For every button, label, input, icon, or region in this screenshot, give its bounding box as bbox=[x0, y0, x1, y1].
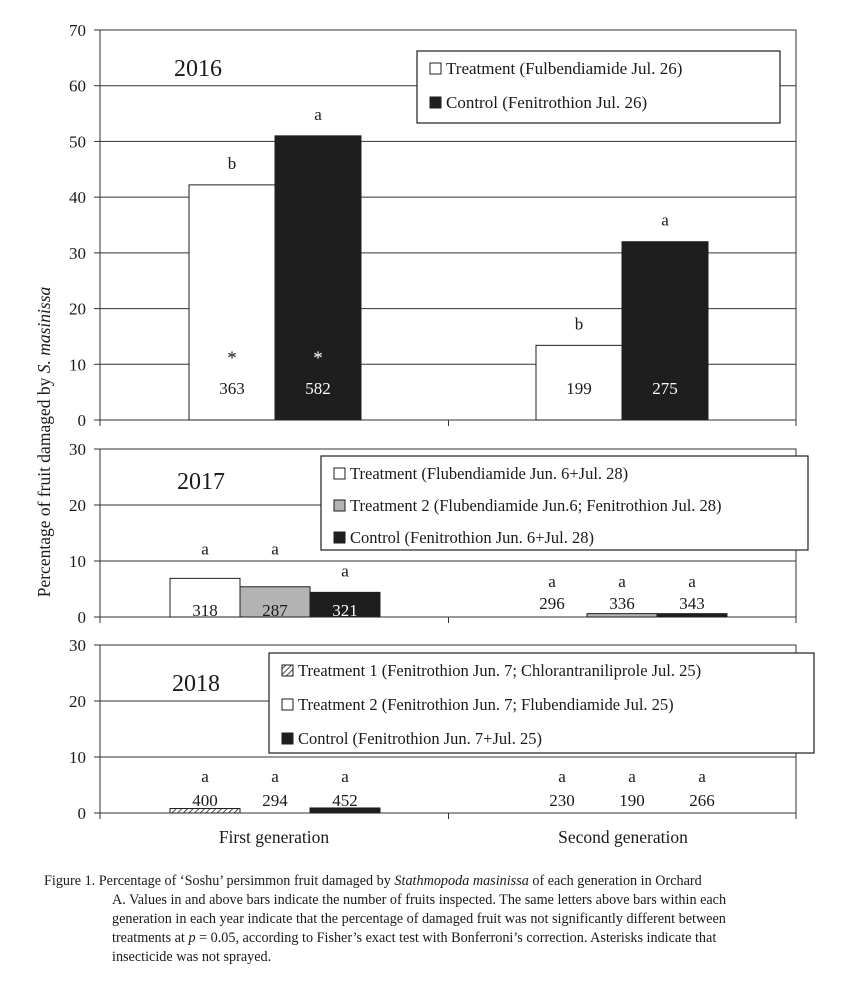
legend-label: Control (Fenitrothion Jun. 6+Jul. 28) bbox=[350, 528, 594, 547]
sample-size: 343 bbox=[679, 594, 705, 613]
y-tick-label: 0 bbox=[77, 608, 86, 627]
significance-letter: a bbox=[201, 539, 209, 559]
caption-text-4b: = 0.05, according to Fisher’s exact test with Bonferroni’s correction. Asterisks indicate that bbox=[195, 930, 717, 946]
y-tick-label: 10 bbox=[69, 748, 86, 767]
significance-letter: a bbox=[314, 104, 322, 124]
significance-letter: a bbox=[688, 572, 696, 591]
significance-letter: a bbox=[341, 767, 349, 786]
y-tick-label: 50 bbox=[69, 132, 86, 152]
y-tick-label: 60 bbox=[69, 76, 86, 96]
significance-letter: a bbox=[661, 210, 669, 230]
legend-swatch bbox=[282, 699, 293, 710]
significance-letter: a bbox=[341, 561, 349, 581]
year-label: 2016 bbox=[174, 56, 222, 82]
sample-size: 275 bbox=[652, 379, 678, 398]
legend-swatch bbox=[334, 468, 345, 479]
y-tick-label: 0 bbox=[77, 411, 86, 430]
caption-p-symbol: p bbox=[188, 930, 196, 946]
caption-lead: Figure 1. bbox=[44, 873, 96, 889]
sample-size: 296 bbox=[539, 594, 565, 613]
significance-letter: a bbox=[698, 767, 706, 786]
caption-line-1 bbox=[44, 872, 824, 891]
y-tick-label: 10 bbox=[69, 355, 86, 375]
sample-size: 336 bbox=[609, 594, 635, 613]
panel-2016 bbox=[69, 21, 796, 430]
panel-2018 bbox=[69, 636, 814, 823]
y-axis-label: Percentage of fruit damaged by S. masinissa bbox=[34, 286, 54, 598]
year-label: 2018 bbox=[172, 671, 220, 697]
caption-text-4a: treatments at bbox=[112, 930, 189, 946]
legend-label: Control (Fenitrothion Jun. 7+Jul. 25) bbox=[298, 729, 542, 748]
caption-line-4 bbox=[44, 929, 824, 948]
asterisk: * bbox=[227, 348, 237, 369]
sample-size: 363 bbox=[219, 379, 245, 398]
sample-size: 452 bbox=[332, 791, 358, 810]
caption-line-3: generation in each year indicate that the percentage of damaged fruit was not significantly different between bbox=[112, 911, 726, 927]
x-category-label: First generation bbox=[218, 827, 330, 847]
figure-caption bbox=[44, 872, 824, 967]
significance-letter: a bbox=[271, 767, 279, 786]
asterisk: * bbox=[313, 348, 323, 369]
legend-2017 bbox=[321, 456, 808, 550]
legend-swatch bbox=[334, 532, 345, 543]
y-tick-label: 70 bbox=[69, 21, 86, 40]
bar bbox=[587, 614, 657, 617]
y-tick-label: 30 bbox=[69, 636, 86, 655]
x-category-label: Second generation bbox=[558, 827, 688, 847]
y-tick-label: 30 bbox=[69, 243, 86, 263]
significance-letter: a bbox=[201, 767, 209, 786]
bar bbox=[657, 614, 727, 617]
sample-size: 400 bbox=[192, 791, 218, 810]
significance-letter: a bbox=[618, 572, 626, 591]
sample-size: 287 bbox=[262, 601, 288, 620]
legend-label: Treatment 2 (Flubendiamide Jun.6; Fenitrothion Jul. 28) bbox=[350, 496, 722, 515]
legend-label: Treatment (Flubendiamide Jun. 6+Jul. 28) bbox=[350, 464, 629, 483]
legend-label: Treatment (Fulbendiamide Jul. 26) bbox=[446, 59, 683, 78]
sample-size: 318 bbox=[192, 601, 218, 620]
sample-size: 230 bbox=[549, 791, 575, 810]
sample-size: 199 bbox=[566, 379, 592, 398]
significance-letter: a bbox=[628, 767, 636, 786]
legend-2018 bbox=[269, 653, 814, 753]
significance-letter: b bbox=[227, 153, 237, 173]
bar bbox=[275, 136, 361, 420]
sample-size: 321 bbox=[332, 601, 358, 620]
significance-letter: b bbox=[574, 314, 584, 334]
legend-swatch bbox=[282, 665, 293, 676]
sample-size: 266 bbox=[689, 791, 715, 810]
y-tick-label: 20 bbox=[69, 496, 86, 515]
significance-letter: a bbox=[548, 572, 556, 591]
legend-2016 bbox=[417, 51, 780, 123]
legend-swatch bbox=[282, 733, 293, 744]
y-tick-label: 30 bbox=[69, 440, 86, 459]
caption-line-5: insecticide was not sprayed. bbox=[112, 949, 272, 965]
legend-label: Control (Fenitrothion Jul. 26) bbox=[446, 93, 648, 112]
significance-letter: a bbox=[558, 767, 566, 786]
panel-2017 bbox=[69, 440, 808, 627]
legend-label: Treatment 2 (Fenitrothion Jun. 7; Flubendiamide Jul. 25) bbox=[298, 695, 674, 714]
caption-text-1: Percentage of ‘Soshu’ persimmon fruit damaged by bbox=[95, 873, 395, 889]
sample-size: 190 bbox=[619, 791, 645, 810]
caption-species: Stathmopoda masinissa bbox=[394, 873, 529, 889]
legend-swatch bbox=[430, 63, 441, 74]
sample-size: 582 bbox=[305, 379, 331, 398]
y-tick-label: 40 bbox=[69, 188, 86, 208]
y-tick-label: 20 bbox=[69, 299, 86, 319]
legend-swatch bbox=[334, 500, 345, 511]
caption-line-2: A. Values in and above bars indicate the number of fruits inspected. The same letters above bars within each bbox=[112, 892, 727, 908]
y-tick-label: 0 bbox=[77, 804, 86, 823]
y-tick-label: 10 bbox=[69, 552, 86, 571]
y-tick-label: 20 bbox=[69, 692, 86, 711]
caption-text-2: of each generation in Orchard bbox=[528, 873, 702, 889]
significance-letter: a bbox=[271, 539, 279, 559]
legend-label: Treatment 1 (Fenitrothion Jun. 7; Chlorantraniliprole Jul. 25) bbox=[298, 661, 702, 680]
sample-size: 294 bbox=[262, 791, 288, 810]
year-label: 2017 bbox=[177, 469, 225, 495]
legend-swatch bbox=[430, 97, 441, 108]
